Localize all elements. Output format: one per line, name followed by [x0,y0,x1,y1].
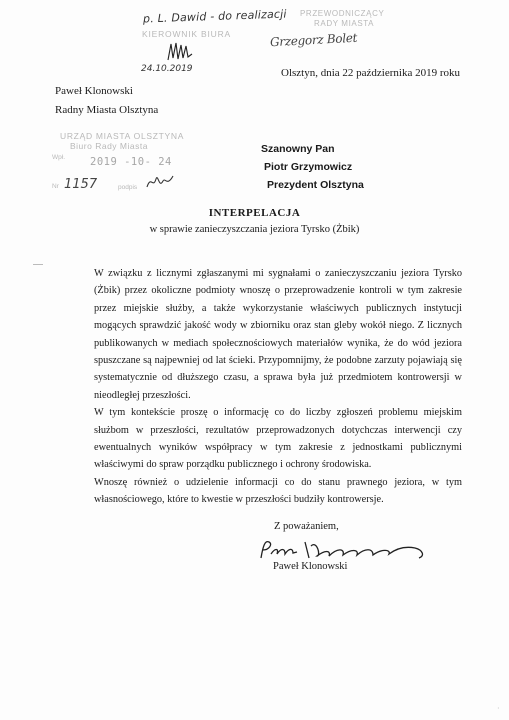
document-title: INTERPELACJA [208,207,301,219]
closing-regards: Z poważaniem, [274,521,339,532]
body-paragraph: Wnoszę również o udzielenie informacji co do stanu prawnego jeziora, w tym własnościowego, które to kwestie w przeszłości budziły kontrowersje. [94,476,462,506]
registry-stamp-initials [145,173,175,191]
handwritten-routing-note: p. L. Dawid - do realizacji [142,7,287,26]
registry-stamp [52,131,192,211]
corner-mark: · [497,704,500,713]
sender-role: Radny Miasta Olsztyna [55,104,159,116]
registry-stamp-received-label: Wpł. [52,154,65,161]
registry-stamp-office: URZĄD MIASTA OLSZTYNA [60,131,185,141]
office-head-stamp: KIEROWNIK BIURA [142,29,231,39]
place-and-date: Olsztyn, dnia 22 października 2019 roku [281,67,461,79]
chairman-handwritten-signature: Grzegorz Bolet [269,30,358,50]
sender-block [55,82,158,120]
chairman-stamp [300,9,384,29]
recipient-salutation: Szanowny Pan [261,143,335,155]
registry-stamp-signature-label: podpis [118,184,138,191]
margin-mark [33,264,43,265]
chairman-stamp-line1: PRZEWODNICZĄCY [300,9,385,18]
body-paragraph: W tym kontekście proszę o informację co do liczby zgłoszeń problemu miejskim służbom w przeszłości, rezultatów przeprowadzonych dotychczas interwencji czy ewentualnych wyników współpracy w tym zakresie z jednostkami publicznymi właściwymi do spraw porządku publicznego i ochrony środowiska. [94,407,462,471]
document-body [94,265,462,509]
registry-stamp-department: Biuro Rady Miasta [70,141,148,151]
signer-name: Paweł Klonowski [273,561,348,572]
document-subtitle: w sprawie zanieczyszczania jeziora Tyrsko (Żbik) [149,224,360,235]
handwritten-date: 24.10.2019 [141,64,193,74]
author-signature [255,536,435,564]
recipient-title: Prezydent Olsztyna [267,179,364,191]
initials-signature [166,40,194,64]
sender-name: Paweł Klonowski [55,85,133,97]
body-paragraph: W związku z licznymi zgłaszanymi mi sygnałami o zanieczyszczaniu jeziora Tyrsko (Żbik) przez okoliczne podmioty wnoszę o przeprowadzenie kontroli w tym zakresie przez miejskie służby, a także wykorzystanie właściwych publicznych instytucji mogących sprawdzić jakość wody w zbiorniku oraz stan gleby wokół niego. Z licznych publikowanych w mediach społecznościowych materiałów wynika, że do wód jeziora spuszczane są najpewniej od lat ścieki. Przypomnijmy, że podobne zarzuty pojawiają się systematycznie od dłuższego czasu, a sprawa była już przedmiotem kontrowersji w nieodległej przeszłości. [94,268,462,401]
registry-stamp-number: 1157 [64,177,98,192]
registry-stamp-date: 2019 -10- 24 [90,156,172,168]
chairman-stamp-line2: RADY MIASTA [314,19,375,28]
recipient-name: Piotr Grzymowicz [264,161,353,173]
registry-stamp-number-label: Nr [52,183,59,190]
